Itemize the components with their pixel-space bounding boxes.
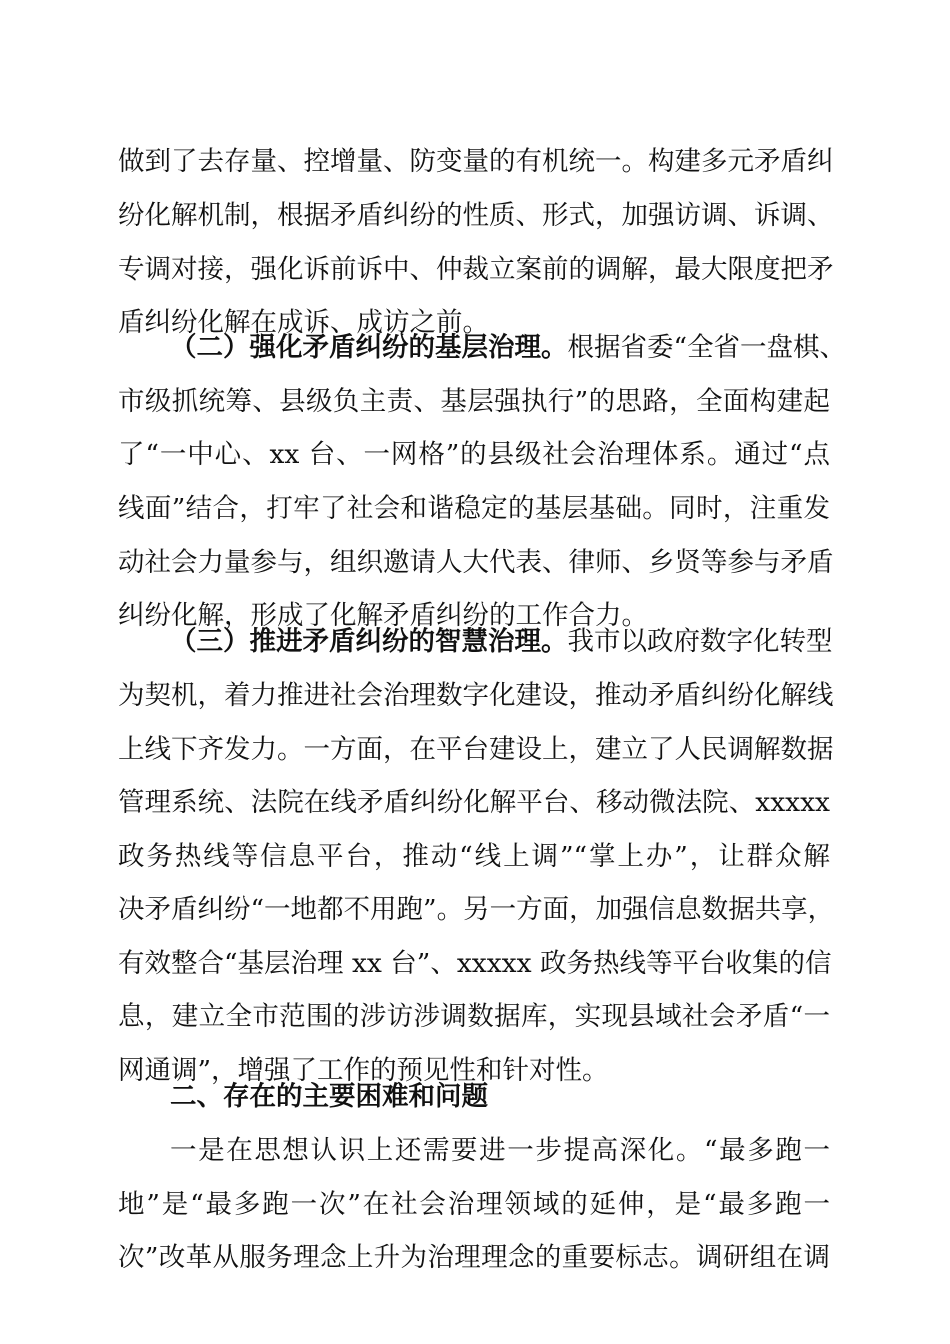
paragraph-3-line-2: 为契机，着力推进社会治理数字化建设，推动矛盾纠纷化解线 <box>118 680 834 711</box>
paragraph-3-line-9: 网通调”，增强了工作的预见性和针对性。 <box>118 1055 609 1086</box>
paragraph-2-line-6: 纠纷化解，形成了化解矛盾纠纷的工作合力。 <box>118 600 648 631</box>
paragraph-2-line-1-text: 根据省委“全省一盘棋、 <box>567 332 847 363</box>
paragraph-3-heading: （三）推进矛盾纠纷的智慧治理。 <box>170 626 568 657</box>
paragraph-2-line-5: 动社会力量参与，组织邀请人大代表、律师、乡贤等参与矛盾 <box>118 547 834 578</box>
paragraph-3-line-7: 有效整合“基层治理 xx 台”、xxxxx 政务热线等平台收集的信 <box>118 948 832 979</box>
paragraph-3-line-1 <box>170 622 833 662</box>
paragraph-1-line-1: 做到了去存量、控增量、防变量的有机统一。构建多元矛盾纠 <box>118 146 834 177</box>
paragraph-2-line-1 <box>170 328 847 368</box>
paragraph-2-line-2: 市级抓统筹、县级负主责、基层强执行”的思路，全面构建起 <box>118 386 830 417</box>
paragraph-3-line-8: 息，建立全市范围的涉访涉调数据库，实现县域社会矛盾“一 <box>118 1001 830 1032</box>
paragraph-1-line-2: 纷化解机制，根据矛盾纠纷的性质、形式，加强访调、诉调、 <box>118 200 834 231</box>
paragraph-4-line-2: 地”是“最多跑一次”在社会治理领域的延伸，是“最多跑一 <box>118 1189 830 1220</box>
paragraph-3-line-3: 上线下齐发力。一方面，在平台建设上，建立了人民调解数据 <box>118 734 834 765</box>
paragraph-2-heading: （二）强化矛盾纠纷的基层治理。 <box>170 332 568 363</box>
paragraph-3-line-4: 管理系统、法院在线矛盾纠纷化解平台、移动微法院、xxxxx <box>118 787 830 818</box>
paragraph-1-line-3: 专调对接，强化诉前诉中、仲裁立案前的调解，最大限度把矛 <box>118 254 834 285</box>
paragraph-4-line-1: 一是在思想认识上还需要进一步提高深化。“最多跑一 <box>170 1135 830 1166</box>
paragraph-2-line-3: 了“一中心、xx 台、一网格”的县级社会治理体系。通过“点 <box>118 439 830 470</box>
paragraph-3-line-6: 决矛盾纠纷“一地都不用跑”。另一方面，加强信息数据共享， <box>118 894 835 925</box>
paragraph-4-line-3: 次”改革从服务理念上升为治理理念的重要标志。调研组在调 <box>118 1242 830 1273</box>
paragraph-2-line-4: 线面”结合，打牢了社会和谐稳定的基层基础。同时，注重发 <box>118 493 830 524</box>
paragraph-1-line-4: 盾纠纷化解在成诉、成访之前。 <box>118 307 489 338</box>
paragraph-3-line-5: 政务热线等信息平台，推动“线上调”“掌上办”，让群众解 <box>118 841 830 872</box>
paragraph-3-line-1-text: 我市以政府数字化转型 <box>567 626 833 657</box>
section-2-heading: 二、存在的主要困难和问题 <box>170 1081 488 1112</box>
